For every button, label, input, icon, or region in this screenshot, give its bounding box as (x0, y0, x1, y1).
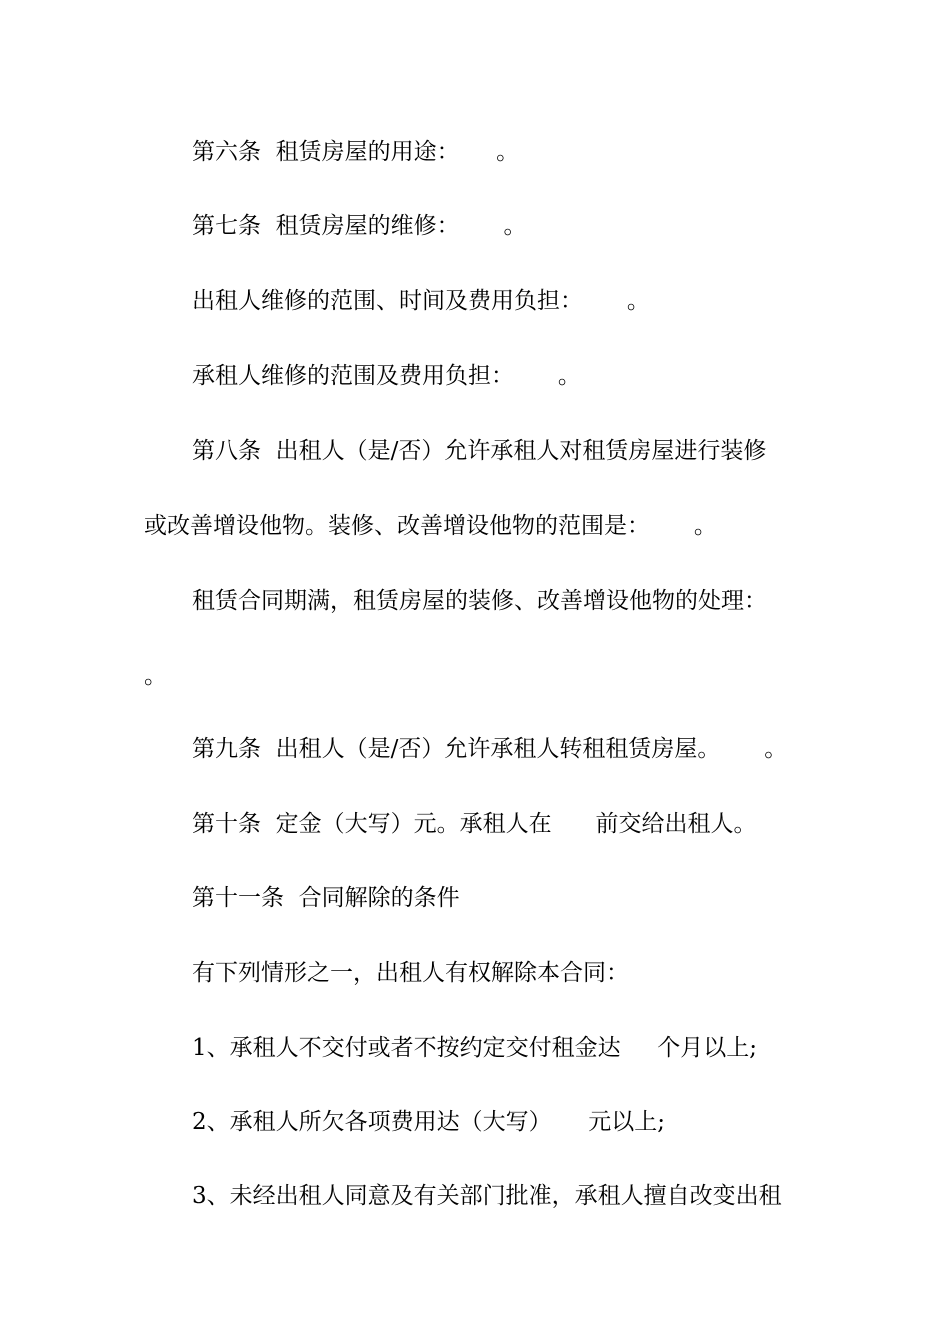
lessor-maintenance-scope: 出租人维修的范围、时间及费用负担： 。 (192, 288, 650, 314)
clause-7-maintenance: 第七条 租赁房屋的维修： 。 (192, 213, 527, 239)
termination-condition-3: 3、未经出租人同意及有关部门批准，承租人擅自改变出租 (192, 1183, 782, 1209)
clause-11-termination-heading: 第十一条 合同解除的条件 (192, 885, 460, 911)
termination-condition-2: 2、承租人所欠各项费用达（大写） 元以上; (192, 1109, 665, 1135)
termination-condition-1: 1、承租人不交付或者不按约定交付租金达 个月以上; (192, 1035, 757, 1061)
termination-intro: 有下列情形之一，出租人有权解除本合同： (192, 960, 629, 986)
renovation-handling-blank: 。 (144, 663, 167, 689)
renovation-handling-on-expiry: 租赁合同期满，租赁房屋的装修、改善增设他物的处理： (192, 588, 767, 614)
lessee-maintenance-scope: 承租人维修的范围及费用负担： 。 (192, 363, 581, 389)
clause-9-sublease: 第九条 出租人（是/否）允许承租人转租租赁房屋。 。 (192, 736, 788, 762)
clause-6-use: 第六条 租赁房屋的用途： 。 (192, 139, 520, 165)
clause-10-deposit: 第十条 定金（大写）元。承租人在 前交给出租人。 (192, 811, 757, 837)
clause-8-renovation-continued: 或改善增设他物。装修、改善增设他物的范围是： 。 (144, 513, 717, 539)
clause-8-renovation: 第八条 出租人（是/否）允许承租人对租赁房屋进行装修 (192, 438, 767, 464)
